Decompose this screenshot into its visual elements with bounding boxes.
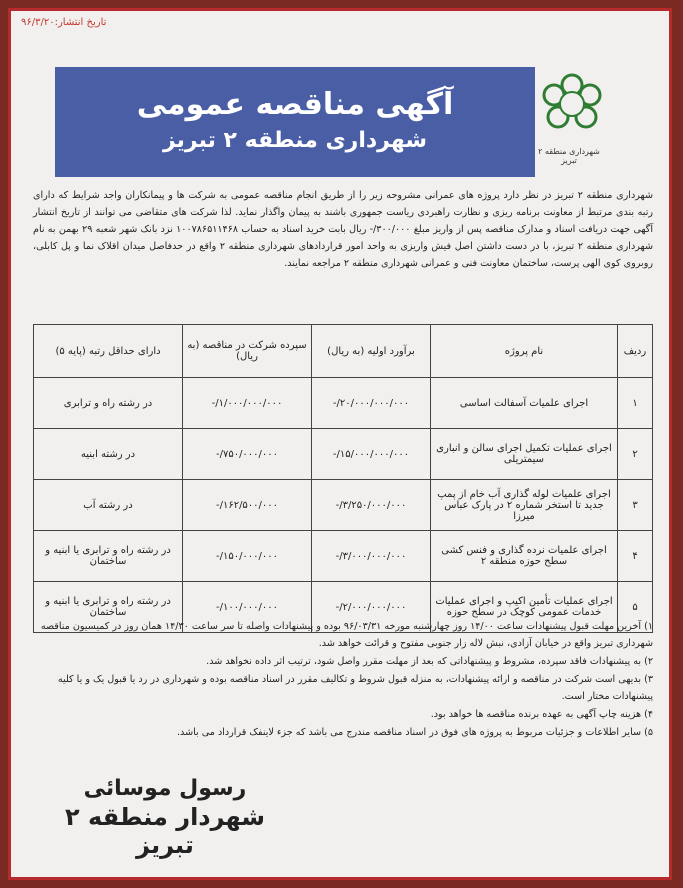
notes-list [33,618,653,742]
notice-title: آگهی مناقصه عمومی [136,87,454,122]
logo-caption: شهرداری منطقه ۲ تبریز [538,147,600,165]
deposit-value: ۱۰۰/۰۰۰/۰۰۰/- [183,582,312,633]
estimate-value: ۳/۰۰۰/۰۰۰/۰۰۰/- [312,531,431,582]
row-number: ۲ [618,429,653,480]
row-number: ۳ [618,480,653,531]
min-rank: در رشته راه و ترابری یا ابنیه و ساختمان [34,531,183,582]
notice-subtitle: شهرداری منطقه ۲ تبریز [162,128,427,153]
notice-paper [8,8,672,880]
project-name: اجرای عملیات تأمین اکیپ و اجرای عملیات خدمات عمومی کوچک در سطح حوزه [431,582,618,633]
header [55,55,605,177]
estimate-value: ۳/۲۵۰/۰۰۰/۰۰۰/- [312,480,431,531]
project-name: اجرای علمیات آسفالت اساسی [431,378,618,429]
min-rank: در رشته راه و ترابری یا ابنیه و ساختمان [34,582,183,633]
header-row-number: ردیف [618,325,653,378]
row-number: ۴ [618,531,653,582]
note-item: ۴) هزینه چاپ آگهی به عهده برنده مناقصه ها خواهد بود. [430,709,653,720]
signature-block [35,776,295,859]
estimate-value: ۱۵/۰۰۰/۰۰۰/۰۰۰/- [312,429,431,480]
deposit-value: ۱۵۰/۰۰۰/۰۰۰/- [183,531,312,582]
note-item: ۲) به پیشنهادات فاقد سپرده، مشروط و پیشنهاداتی که بعد از مهلت مقرر واصل شود، ترتیب اثر داده نخواهد شد. [206,656,653,667]
intro-paragraph: شهرداری منطقه ۲ تبریز در نظر دارد پروژه های عمرانی مشروحه زیر را از طریق انجام مناقصه عمومی به شرکت ها و پیمانکاران واجد شرایط که دارای رتبه بندی مرتبط از معاونت برنامه ریزی و نظارت راهبردی ریاست جمهوری باشند به پیمان واگذار نماید. لذا شرکت های متقاضی می توانند از تاریخ انتشار آگهی جهت دریافت اسناد و مدارک مناقصه پس از واریز مبلغ ۳۰۰/۰۰۰/- ریال بابت خرید اسناد به حساب ۱۰۰۷۸۶۵۱۱۴۶۸ نزد بانک شهر شعبه ۲۹ بهمن به نام شهرداری منطقه ۲ تبریز، با در دست داشتن اصل فیش واریزی به واحد امور قراردادهای شهرداری منطقه ۲ واقع در حدفاصل میدان اقلاک نما و پل کابلی، روبروی کوی الهی پرست، ساختمان معاونت فنی و عمرانی شهرداری منطقه ۲ مراجعه نمایند. [33,190,654,269]
estimate-value: ۲/۰۰۰/۰۰۰/۰۰۰/- [312,582,431,633]
header-project-name: نام پروژه [431,325,618,378]
table-row [34,429,653,480]
project-name: اجرای عملیات تکمیل اجرای سالن و انباری سیمتریلی [431,429,618,480]
header-estimate: برآورد اولیه (به ریال) [312,325,431,378]
table-row [34,531,653,582]
table-header-row [34,325,653,378]
header-min-rank: دارای حداقل رتبه (پایه ۵) [34,325,183,378]
project-name: اجرای علمیات نرده گذاری و فنس کشی سطح حوزه منطقه ۲ [431,531,618,582]
project-name: اجرای علمیات لوله گذاری آب خام از پمپ جدید تا استخر شماره ۲ در پارک عباس میرزا [431,480,618,531]
min-rank: در رشته راه و ترابری [34,378,183,429]
table-row [34,378,653,429]
publish-date: تاریخ انتشار:۹۶/۳/۲۰ [21,17,107,28]
municipality-logo-icon [539,71,605,137]
title-banner [55,67,535,177]
note-item: ۵) سایر اطلاعات و جزئیات مربوط به پروژه های فوق در اسناد مناقصه مندرج می باشد که جزء لاینفک قرارداد می باشد. [177,727,653,738]
deposit-value: ۱۶۲/۵۰۰/۰۰۰/- [183,480,312,531]
header-deposit: سپرده شرکت در مناقصه (به ریال) [183,325,312,378]
note-item: ۳) بدیهی است شرکت در مناقصه و ارائه پیشنهادات، به منزله قبول شروط و تکالیف مقرر در اسناد مناقصه بوده و شهرداری در رد یا قبول یک و یا کلیه پیشنهادات مختار است. [57,674,653,702]
note-item: ۱) آخرین مهلت قبول پیشنهادات ساعت ۱۴/۰۰ روز چهارشنبه مورخه ۹۶/۰۳/۳۱ بوده و پیشنهادات واصله تا سر ساعت ۱۴/۳۰ همان روز در کمیسیون مناقصه شهرداری تبریز واقع در خیابان آزادی، نبش لاله زار جنوبی مفتوح و قرائت خواهد شد. [40,621,653,649]
projects-table [33,324,653,633]
row-number: ۱ [618,378,653,429]
estimate-value: ۲۰/۰۰۰/۰۰۰/۰۰۰/- [312,378,431,429]
deposit-value: ۱/۰۰۰/۰۰۰/۰۰۰/- [183,378,312,429]
min-rank: در رشته ابنیه [34,429,183,480]
row-number: ۵ [618,582,653,633]
deposit-value: ۷۵۰/۰۰۰/۰۰۰/- [183,429,312,480]
table-row [34,480,653,531]
signatory-position: شهردار منطقه ۲ تبریز [65,803,265,859]
signatory-name: رسول موسائی [83,776,247,801]
min-rank: در رشته آب [34,480,183,531]
